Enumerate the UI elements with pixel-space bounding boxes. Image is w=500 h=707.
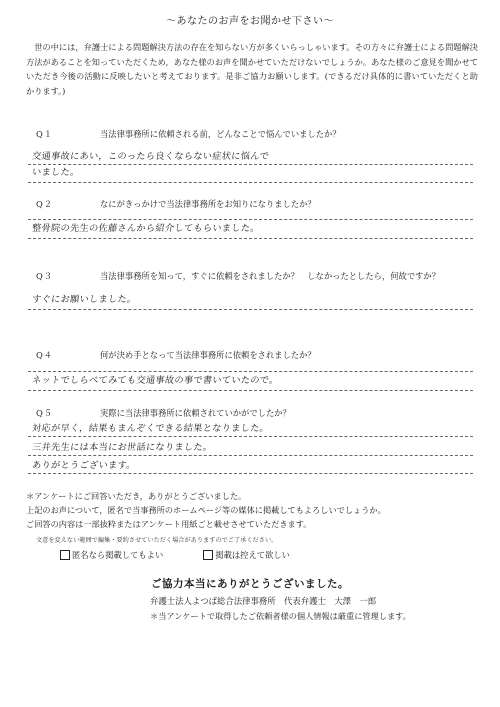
q2-answer-line1: 整骨院の先生の佐藤さんから紹介してもらいました。 <box>31 223 261 234</box>
q4-label: Q４ <box>36 350 54 360</box>
q2-label: Q２ <box>36 199 54 209</box>
checkbox-decline[interactable] <box>203 550 213 560</box>
survey-title: ～あなたのお声をお聞かせ下さい～ <box>166 16 334 27</box>
notice-thanks: ＊アンケートにご回答いただき，ありがとうございました。 <box>26 491 247 501</box>
q2-answer-rule <box>28 219 473 220</box>
q3-text: 当法律事務所を知って，すぐに依頼をされましたか？ しなかったとしたら，何故ですか？ <box>100 271 441 281</box>
q5-answer-rule <box>28 455 473 456</box>
q5-answer-line3: ありがとうございます。 <box>31 460 137 471</box>
q4-answer-line1: ネットでしらべてみても交通事故の事で書いていたので。 <box>31 375 280 386</box>
q5-answer-line1: 対応が早く，結果もまんぞくできる結果となりました。 <box>31 423 270 434</box>
q5-label: Q５ <box>36 408 54 418</box>
q1-text: 当法律事務所に依頼される前，どんなことで悩んでいましたか？ <box>100 129 341 139</box>
q3-answer-line1: すぐにお願いしました。 <box>31 294 138 305</box>
notice-content-note: ご回答の内容は一部抜粋またはアンケート用紙ごと載せさせていただきます。 <box>26 519 312 529</box>
privacy-note: ＊当アンケートで取得したご依頼者様の個人情報は厳重に管理します。 <box>150 611 411 621</box>
firm-signature: 弁護士法人よつば総合法律事務所 代表弁護士 大澤 一郎 <box>150 596 377 606</box>
q1-answer-line1: 交通事故にあい，このったら良くならない症状に悩んで <box>31 151 270 162</box>
closing-thanks: ご協力本当にありがとうございました。 <box>151 578 349 590</box>
q4-text: 何が決め手となって当法律事務所に依頼をされましたか？ <box>100 350 316 360</box>
q5-answer-rule <box>28 436 473 437</box>
q2-text: なにがきっかけで当法律事務所をお知りになりましたか？ <box>100 199 316 209</box>
notice-publish-question: 上記のお声について，匿名で当事務所のホームページ等の媒体に掲載してもよろしいでしょうか。 <box>26 505 386 515</box>
q5-text: 実際に当法律事務所に依頼されていかがでしたか？ <box>100 408 291 418</box>
q1-answer-rule <box>28 182 473 183</box>
option-anonymous[interactable] <box>60 549 163 561</box>
q5-answer-line2: 三井先生には本当にお世話になりました。 <box>31 442 213 453</box>
q5-answer-rule <box>28 473 473 474</box>
q1-answer-line2: いました。 <box>31 167 81 178</box>
option-anonymous-label: 匿名なら掲載してもよい <box>72 550 164 560</box>
checkbox-anonymous[interactable] <box>60 550 70 560</box>
publish-options <box>60 549 290 561</box>
option-decline[interactable] <box>203 549 290 561</box>
q4-answer-rule <box>28 390 473 391</box>
notice-edit-note: 文意を変えない範囲で編集・要約させていただく場合がありますのでご了承ください。 <box>36 537 278 544</box>
q2-answer-rule <box>28 238 473 239</box>
intro-paragraph: 世の中には，弁護士による問題解決方法の存在を知らない方が多くいらっしゃいます。その方々に弁護士による問題解決方法があることを知っていただくため，あなた様のお声を聞かせていただけないでしょうか。あなた様のご意見を聞かせていただき今後の活動に反映したいと考えております。是非ご協力お願いします。(できるだけ具体的に書いていただくと助かります。) <box>26 42 478 96</box>
q4-answer-rule <box>28 371 473 372</box>
q3-answer-rule <box>28 309 473 310</box>
option-decline-label: 掲載は控えて欲しい <box>215 550 290 560</box>
q3-label: Q３ <box>36 271 54 281</box>
q1-label: Q１ <box>36 129 54 139</box>
q1-answer-rule <box>28 164 473 165</box>
